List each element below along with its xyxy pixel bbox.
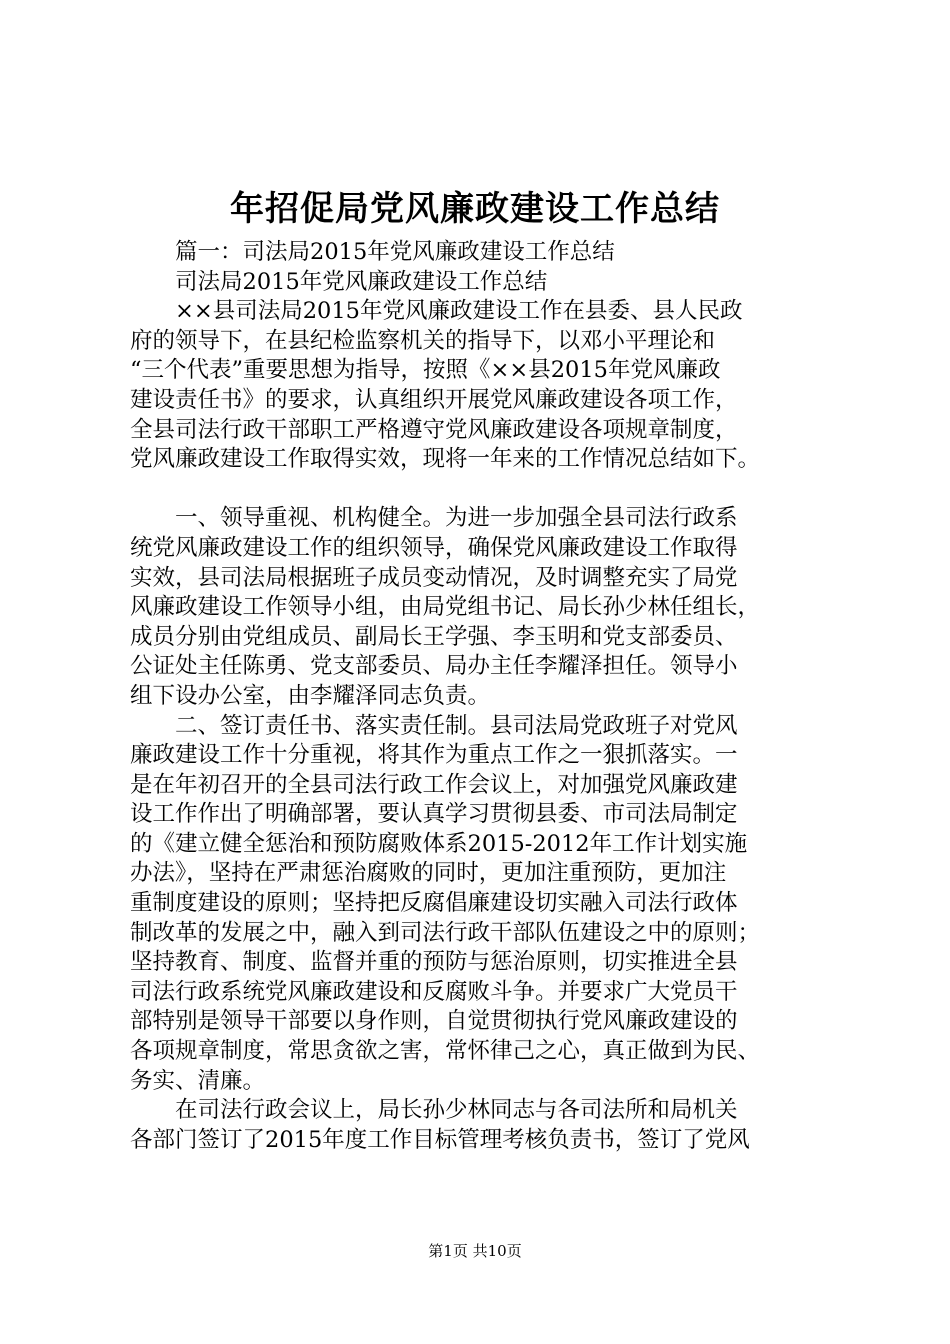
- text-line: 在司法行政会议上，局长孙少林同志与各司法所和局机关: [175, 1097, 738, 1124]
- text-line: 实效，县司法局根据班子成员变动情况，及时调整充实了局党: [130, 564, 738, 591]
- text-line: 统党风廉政建设工作的组织领导，确保党风廉政建设工作取得: [130, 534, 738, 561]
- text-line: 公证处主任陈勇、党支部委员、局办主任李耀泽担任。领导小: [130, 653, 738, 680]
- text-line: 是在年初召开的全县司法行政工作会议上，对加强党风廉政建: [130, 771, 738, 798]
- text-line: 各部门签订了2015年度工作目标管理考核负责书，签订了党风: [130, 1126, 750, 1153]
- text-line: 一、领导重视、机构健全。为进一步加强全县司法行政系: [175, 505, 738, 532]
- text-line: 坚持教育、制度、监督并重的预防与惩治原则，切实推进全县: [130, 949, 738, 976]
- document-title: 年招促局党风廉政建设工作总结: [230, 189, 720, 229]
- text-line: 成员分别由党组成员、副局长王学强、李玉明和党支部委员、: [130, 623, 738, 650]
- text-line: 廉政建设工作十分重视，将其作为重点工作之一狠抓落实。一: [130, 742, 738, 769]
- text-line: “三个代表”重要思想为指导，按照《××县2015年党风廉政: [130, 357, 721, 384]
- text-line: 的《建立健全惩治和预防腐败体系2015-2012年工作计划实施: [130, 830, 748, 857]
- text-line: 风廉政建设工作领导小组，由局党组书记、局长孙少林任组长，: [130, 594, 761, 621]
- document-body: [130, 238, 842, 1155]
- text-line: 司法局2015年党风廉政建设工作总结: [175, 268, 548, 295]
- text-line: 办法》，坚持在严肃惩治腐败的同时，更加注重预防，更加注: [130, 860, 727, 887]
- text-line: 设工作作出了明确部署，要认真学习贯彻县委、市司法局制定: [130, 801, 738, 828]
- text-line: 各项规章制度，常思贪欲之害，常怀律己之心，真正做到为民、: [130, 1038, 761, 1065]
- page-number: 第1页 共10页: [428, 1242, 522, 1260]
- text-line: 党风廉政建设工作取得实效，现将一年来的工作情况总结如下。: [130, 446, 761, 473]
- text-line: 制改革的发展之中，融入到司法行政干部队伍建设之中的原则；: [130, 919, 761, 946]
- text-line: 组下设办公室，由李耀泽同志负责。: [130, 682, 491, 709]
- text-line: 全县司法行政干部职工严格遵守党风廉政建设各项规章制度，: [130, 416, 738, 443]
- text-line: 府的领导下，在县纪检监察机关的指导下，以邓小平理论和: [130, 327, 716, 354]
- blank-line: [130, 475, 842, 505]
- text-line: 务实、清廉。: [130, 1067, 266, 1094]
- text-line: ××县司法局2015年党风廉政建设工作在县委、县人民政: [175, 298, 743, 325]
- text-line: 部特别是领导干部要以身作则，自觉贯彻执行党风廉政建设的: [130, 1008, 738, 1035]
- text-line: 二、签订责任书、落实责任制。县司法局党政班子对党风: [175, 712, 738, 739]
- text-line: 篇一：司法局2015年党风廉政建设工作总结: [175, 239, 615, 265]
- text-line: 重制度建设的原则；坚持把反腐倡廉建设切实融入司法行政体: [130, 890, 738, 917]
- text-line: 建设责任书》的要求，认真组织开展党风廉政建设各项工作，: [130, 386, 738, 413]
- text-line: 司法行政系统党风廉政建设和反腐败斗争。并要求广大党员干: [130, 978, 738, 1005]
